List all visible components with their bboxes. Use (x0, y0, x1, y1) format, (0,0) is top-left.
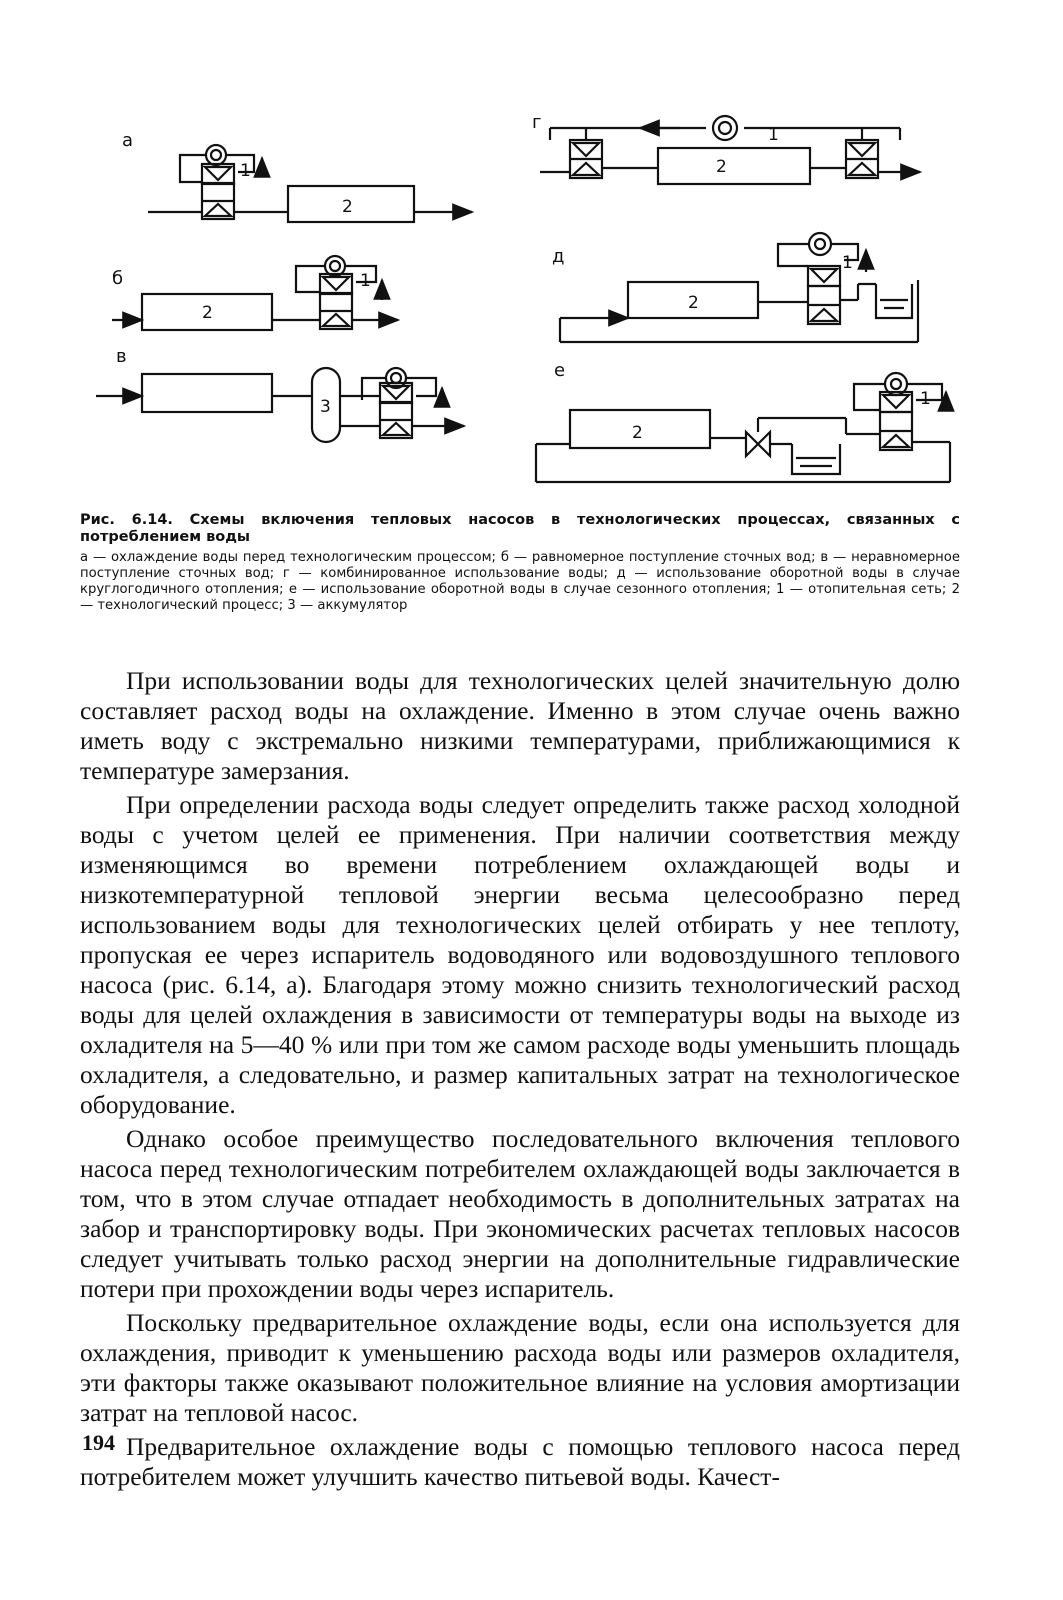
scheme-a (148, 145, 472, 222)
scheme-e (536, 373, 950, 482)
panel-label-a: а (122, 130, 134, 151)
panel-label-b: б (112, 268, 124, 289)
label-1-b: 1 (360, 271, 371, 291)
label-3-v: 3 (320, 397, 331, 417)
paragraph: Однако особое преимущество последовательного включения теплового насоса перед технологическим потребителем охлаждающей воды заключается в том, что в этом случае отпадает необходимость в дополнительных затратах на забор и транспортировку воды. При экономических расчетах тепловых насосов следует учитывать только расход энергии на дополнительные гидравлические потери при прохождении воды через испаритель. (80, 1124, 960, 1303)
paragraph: При использовании воды для технологических целей значительную долю составляет расход воды на охлаждение. Именно в этом случае очень важно иметь воду с экстремально низкими температурами, приближающимися к температуре замерзания. (80, 666, 960, 785)
scheme-d (560, 233, 918, 342)
panel-label-d: д (552, 246, 565, 267)
label-2-a: 2 (342, 197, 353, 217)
scheme-b (112, 256, 398, 330)
label-1-g: 1 (768, 125, 779, 145)
figure-6-14 (80, 100, 980, 500)
pump-a (206, 145, 226, 165)
label-2-e: 2 (632, 423, 643, 443)
page-number: 194 (82, 1430, 115, 1455)
paragraph: Поскольку предварительное охлаждение воды, если она используется для охлаждения, приводит к уменьшению расхода воды или размеров охладителя, эти факторы также оказывают положительное влияние на условия амортизации затрат на тепловой насос. (80, 1308, 960, 1427)
valve-e (746, 432, 758, 456)
pump-d (809, 233, 831, 255)
caption-legend: а — охлаждение воды перед технологическим процессом; б — равномерное поступление сточных вод; в — неравномерное поступление сточных вод; г — комбинированное использование воды; д — использование оборотной воды в случае круглогодичного отопления; е — использование оборотной воды в случае сезонного отопления; 1 — отопительная сеть; 2 — технологический процесс; 3 — аккумулятор (80, 550, 960, 613)
paragraph: Предварительное охлаждение воды с помощью теплового насоса перед потребителем может улучшить качество питьевой воды. Качест- (80, 1432, 960, 1491)
panel-label-g: г (532, 112, 542, 133)
label-2-g: 2 (716, 157, 727, 177)
scheme-v (96, 368, 464, 442)
pump-g (713, 116, 737, 140)
figure-caption (80, 512, 960, 614)
panel-label-e: е (554, 360, 566, 381)
label-1-a: 1 (240, 161, 251, 181)
panel-label-v: в (116, 346, 127, 367)
process-box-g (658, 148, 810, 184)
body-text (80, 666, 960, 1496)
caption-title: Рис. 6.14. Схемы включения тепловых насосов в технологических процессах, связанных с потреблением воды (80, 512, 960, 545)
label-2-d: 2 (688, 293, 699, 313)
heat-pump-schemes-diagram (80, 100, 980, 500)
label-2-b: 2 (202, 303, 213, 323)
scheme-g (540, 116, 920, 184)
paragraph: При определении расхода воды следует определить также расход холодной воды с учетом целей ее применения. При наличии соответствия между изменяющимся во времени потреблением охлаждающей воды и низкотемпературной тепловой энергии весьма целесообразно перед использованием воды для технологических целей отбирать у нее теплоту, пропуская ее через испаритель водоводяного или водовоздушного теплового насоса (рис. 6.14, а). Благодаря этому можно снизить технологический расход воды для целей охлаждения в зависимости от температуры воды на выходе из охладителя на 5—40 % или при том же самом расходе воды уменьшить площадь охладителя, а следовательно, и размер капитальных затрат на технологическое оборудование. (80, 790, 960, 1119)
label-1-e: 1 (920, 389, 931, 409)
label-1-d: 1 (842, 253, 853, 273)
process-box-v (142, 374, 272, 412)
